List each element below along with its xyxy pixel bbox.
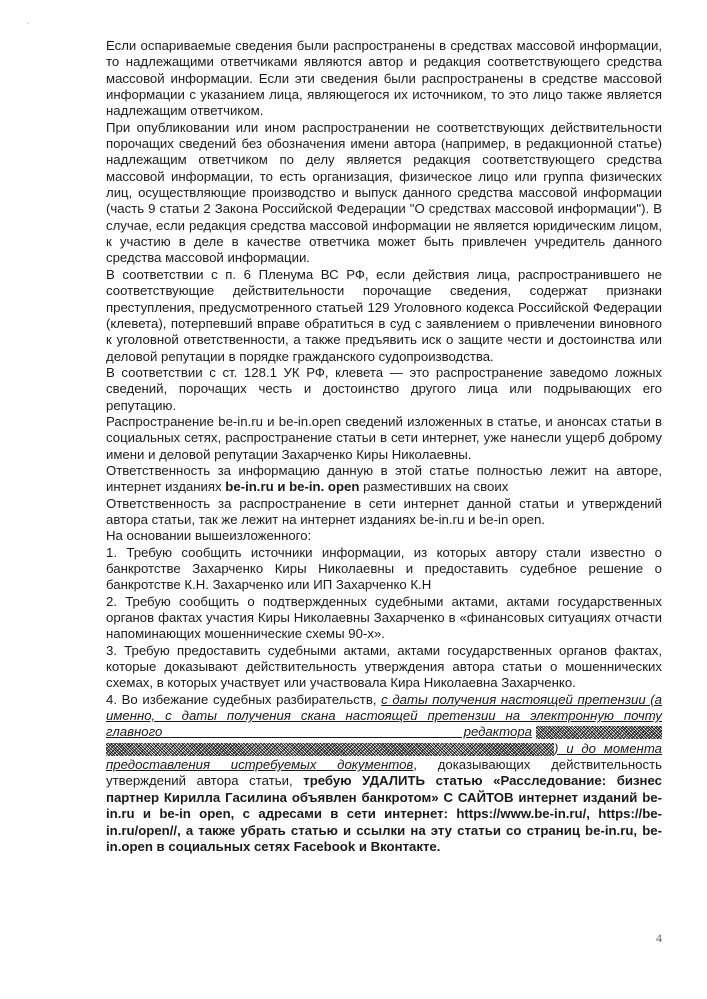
bold-text-run: be-in.ru и be-in. open [225, 479, 360, 495]
paragraph: В соответствии с п. 6 Пленума ВС РФ, если действия лица, распространившего не соответствующие действительности порочащие сведения, содержат признаки преступления, предусмотренного статьей 129 Уголовного кодекса Российской Федерации (клевета), потерпевший вправе обратиться в суд с заявлением о привлечении виновного к уголовной ответственности, а также предъявить иск о защите чести и достоинства или деловой репутации в порядке гражданского судопроизводства. [106, 266, 662, 364]
paragraph: При опубликовании или ином распространении не соответствующих действительности порочащих сведений без обозначения имени автора (например, в редакционной статье) надлежащим ответчиком по делу является редакция соответствующего средства массовой информации, то есть организация, физическое лицо или группа физических лиц, осуществляющие производство и выпуск данного средства массовой информации (часть 9 статьи 2 Закона Российской Федерации "О средствах массовой информации"). В случае, если редакция средства массовой информации не является юридическим лицом, к участию в деле в качестве ответчика может быть привлечен учредитель данного средства массовой информации. [106, 119, 662, 266]
text-run: , доказывающих действительность утверждений автора статьи, [106, 757, 662, 789]
paragraph: Ответственность за распространение в сети интернет данной статьи и утверждений автора статьи, так же лежит на интернет изданиях be-in.ru и be-in open. [106, 495, 662, 527]
text-run: 4. Во избежание судебных разбирательств, [106, 691, 382, 707]
paragraph: 1. Требую сообщить источники информации, из которых автору стали известно о банкротстве Захарченко Киры Николаевны и предоставить судебное решение о банкротстве К.Н. Захарченко или ИП Захарченко К.Н [106, 544, 662, 593]
paragraph: На основании вышеизложенного: [106, 528, 312, 544]
underlined-text-run: с даты получения настоящей претензии (а именно, с даты получения скана настоящей претензии на электронную почту главного редактора [106, 691, 663, 740]
bold-text-run: требую УДАЛИТЬ статью «Расследование: бизнес партнер Кирилла Гасилина объявлен банкротом» С САЙТОВ интернет изданий be-in.ru и be-in open, с адресами в сети интернет: https://www.be-in.ru/, https://be-in.ru/open//, а также убрать статью и ссылки на эту статьи со страниц be-in.ru, be-in.open в социальных сетях Facebook и Вконтакте. [106, 773, 662, 854]
paragraph: 2. Требую сообщить о подтвержденных судебными актами, актами государственных органов фактах участия Киры Николаевны Захарченко в «финансовых ситуациях отчасти напоминающих мошеннические схемы 90-х». [106, 593, 662, 642]
text-run: Ответственность за информацию данную в этой статье полностью лежит на авторе, интернет изданиях [106, 462, 662, 495]
page-number: 4 [656, 931, 662, 945]
redaction-block [106, 743, 554, 756]
paragraph: 3. Требую предоставить судебными актами, актами государственных органов фактах, которые доказывают действительность утверждения автора статьи о мошеннических схемах, в которых участвует или участвовала Кира Николаевна Захарченко. [106, 642, 662, 691]
paragraph: В соответствии с ст. 128.1 УК РФ, клевета — это распространение заведомо ложных сведений, порочащих честь и достоинство другого лица или подрывающих его репутацию. [106, 364, 662, 413]
redaction-block [536, 726, 662, 739]
paragraph: Распространение be-in.ru и be-in.open сведений изложенных в статье, и анонсах статьи в социальных сетях, распространение статьи в сети интернет, уже нанесли ущерб доброму имени и деловой репутации Захарченко Киры Николаевны. [106, 413, 662, 462]
paragraph [106, 463, 662, 496]
document-body [106, 38, 662, 855]
paragraph: Если оспариваемые сведения были распространены в средствах массовой информации, то надлежащими ответчиками являются автор и редакция соответствующего средства массовой информации. Если эти сведения были распространены в средстве массовой информации с указанием лица, являющегося их источником, то это лицо также является надлежащим ответчиком. [106, 38, 662, 119]
text-run: разместивших на своих [359, 479, 509, 495]
paragraph [106, 692, 662, 855]
underlined-text-run: ) и до момента предоставления истребуемых документов [106, 740, 662, 773]
corner-mark: - [26, 18, 30, 29]
